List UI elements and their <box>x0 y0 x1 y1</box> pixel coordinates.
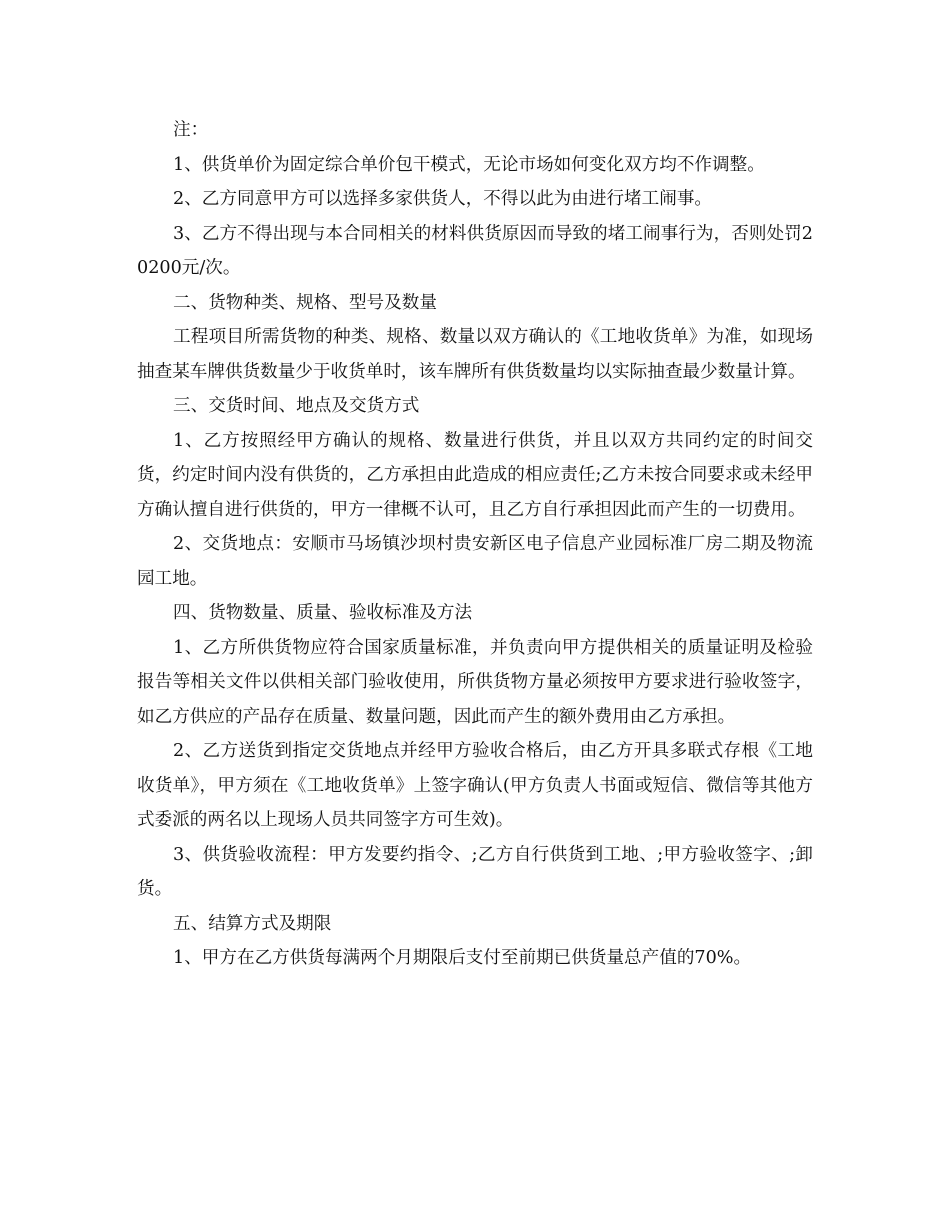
section-4-item-2: 2、乙方送货到指定交货地点并经甲方验收合格后，由乙方开具多联式存根《工地收货单》，甲方须在《工地收货单》上签字确认(甲方负责人书面或短信、微信等其他方式委派的两名以上现场人员共同签字方可生效)。 <box>137 741 813 830</box>
section-2-body: 工程项目所需货物的种类、规格、数量以双方确认的《工地收货单》为准，如现场抽查某车牌供货数量少于收货单时，该车牌所有供货数量均以实际抽查最少数量计算。 <box>137 327 813 382</box>
note-item-1: 1、供货单价为固定综合单价包干模式，无论市场如何变化双方均不作调整。 <box>173 154 765 175</box>
section-3-item-1: 1、乙方按照经甲方确认的规格、数量进行供货，并且以双方共同约定的时间交货，约定时间内没有供货的，乙方承担由此造成的相应责任;乙方未按合同要求或未经甲方确认擅自进行供货的，甲方一律概不认可，且乙方自行承担因此而产生的一切费用。 <box>137 430 813 520</box>
document-body <box>137 113 813 976</box>
section-4-item-3: 3、供货验收流程：甲方发要约指令、;乙方自行供货到工地、;甲方验收签字、;卸货。 <box>137 844 813 899</box>
section-3-item-2: 2、交货地点：安顺市马场镇沙坝村贵安新区电子信息产业园标准厂房二期及物流园工地。 <box>137 534 813 589</box>
note-item-3: 3、乙方不得出现与本合同相关的材料供货原因而导致的堵工闹事行为，否则处罚20200元/次。 <box>137 223 813 278</box>
note-heading: 注： <box>173 120 209 140</box>
section-5-item-1: 1、甲方在乙方供货每满两个月期限后支付至前期已供货量总产值的70%。 <box>173 948 752 968</box>
section-4-item-1: 1、乙方所供货物应符合国家质量标准，并负责向甲方提供相关的质量证明及检验报告等相关文件以供相关部门验收使用，所供货物方量必须按甲方要求进行验收签字，如乙方供应的产品存在质量、数量问题，因此而产生的额外费用由乙方承担。 <box>137 637 813 727</box>
section-4-heading: 四、货物数量、质量、验收标准及方法 <box>173 603 473 623</box>
note-item-2: 2、乙方同意甲方可以选择多家供货人，不得以此为由进行堵工闹事。 <box>173 189 713 209</box>
section-3-heading: 三、交货时间、地点及交货方式 <box>173 396 420 416</box>
section-2-heading: 二、货物种类、规格、型号及数量 <box>173 292 437 313</box>
section-5-heading: 五、结算方式及期限 <box>173 913 332 934</box>
